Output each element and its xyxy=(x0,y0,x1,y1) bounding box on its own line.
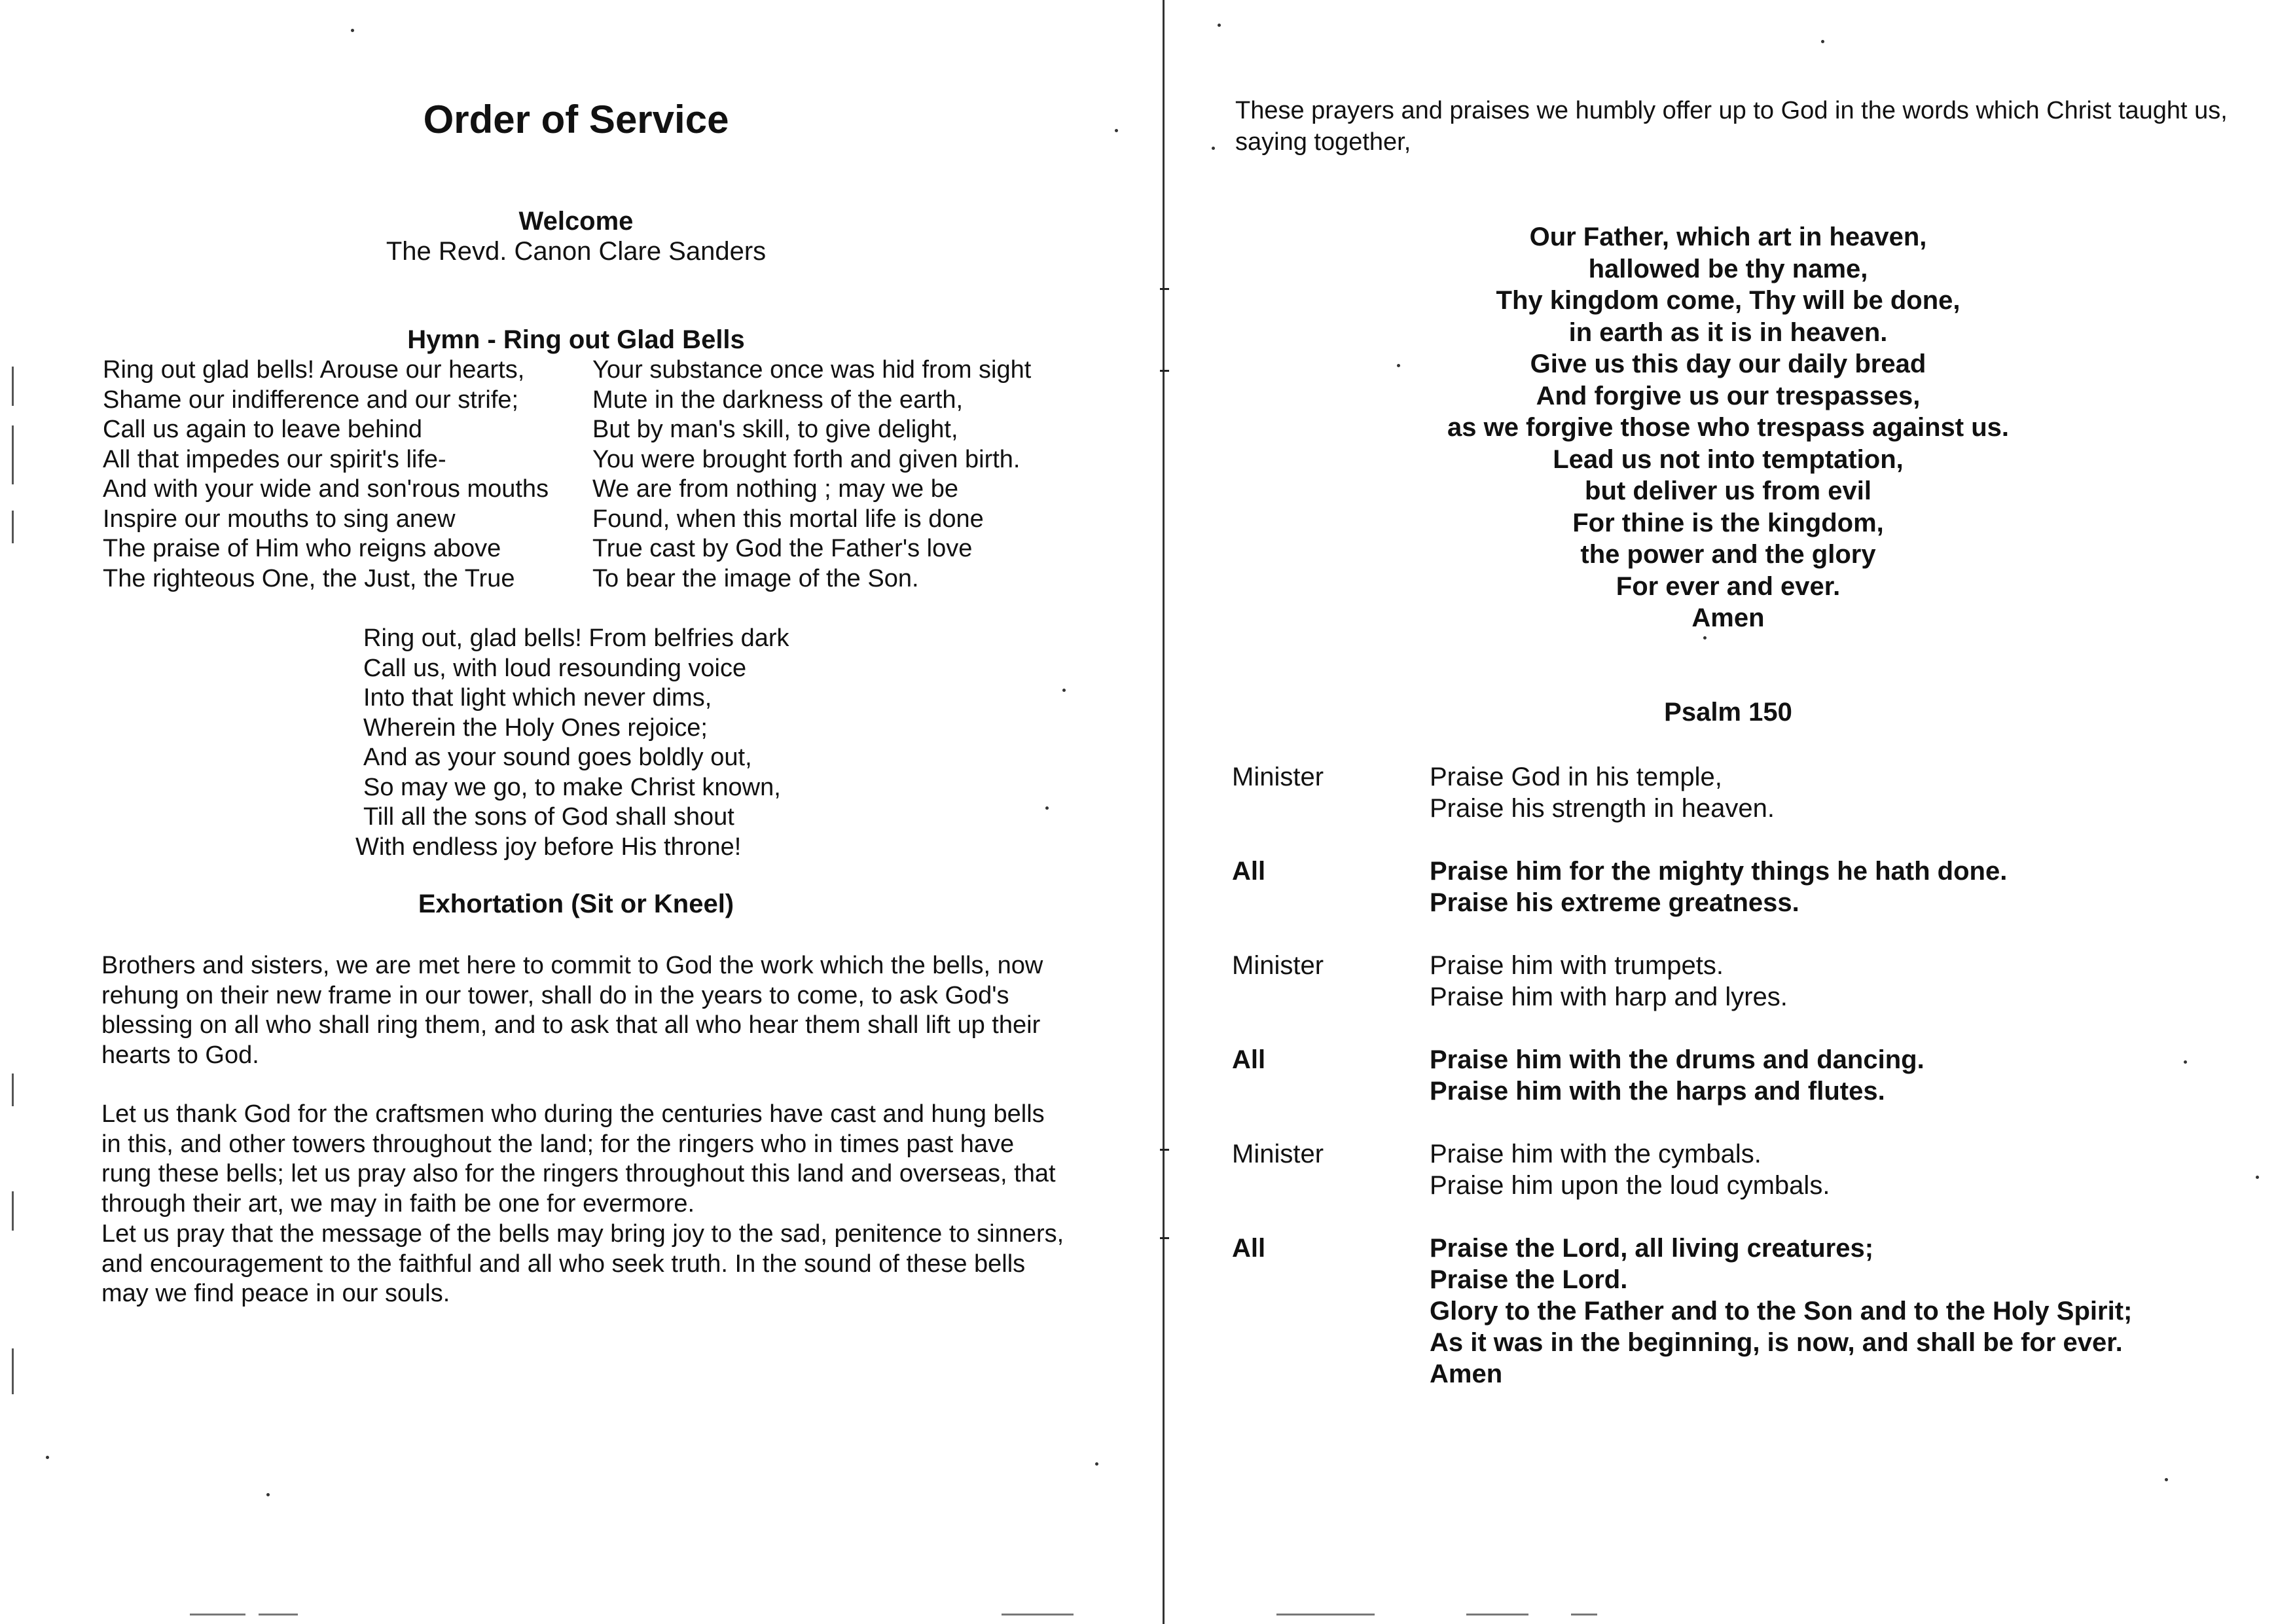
prayer-line: but deliver us from evil xyxy=(1585,477,1871,505)
exhortation-paragraph-3: Let us pray that the message of the bells may bring joy to the sad, penitence to sinners, and encouragement to the faithful and all who seek truth. In the sound of these bells may we find peace in our souls. xyxy=(101,1220,1064,1307)
scan-speck xyxy=(1062,689,1066,692)
hymn-line: Mute in the darkness of the earth, xyxy=(592,386,964,414)
hymn-line: The praise of Him who reigns above xyxy=(103,535,501,562)
scan-speck xyxy=(1703,636,1707,640)
hymn-line: But by man's skill, to give delight, xyxy=(592,416,958,443)
hymn-line: All that impedes our spirit's life- xyxy=(103,445,446,473)
scan-speck xyxy=(2256,1176,2259,1179)
hymn-verse-3 xyxy=(355,624,789,862)
hymn-line: We are from nothing ; may we be xyxy=(592,475,958,503)
prayer-line: as we forgive those who trespass against us. xyxy=(1447,413,2010,442)
scan-edge-mark xyxy=(12,1074,14,1106)
hymn-line: Till all the sons of God shall shout xyxy=(363,803,734,831)
prayer-line: Thy kingdom come, Thy will be done, xyxy=(1496,286,1961,315)
psalm-speaker: All xyxy=(1232,857,1266,886)
hymn-line: Ring out glad bells! Arouse our hearts, xyxy=(103,356,525,384)
exhortation-heading: Exhortation (Sit or Kneel) xyxy=(418,890,734,918)
psalm-line: Praise the Lord. xyxy=(1430,1265,1628,1294)
hymn-line: Call us again to leave behind xyxy=(103,416,423,443)
psalm-speaker: All xyxy=(1232,1045,1266,1074)
scan-speck xyxy=(46,1456,49,1459)
scan-speck xyxy=(1095,1462,1098,1466)
prayer-line: For ever and ever. xyxy=(1616,571,1841,601)
psalm-speaker: Minister xyxy=(1232,763,1324,791)
psalm-line: Praise his strength in heaven. xyxy=(1430,794,1775,823)
psalm-lines xyxy=(1430,950,1788,1013)
psalm-line: Amen xyxy=(1430,1360,1503,1388)
scan-speck xyxy=(266,1493,270,1496)
hymn-line: With endless joy before His throne! xyxy=(355,833,742,861)
scan-dash xyxy=(259,1614,298,1615)
hymn-verse-1 xyxy=(103,355,549,594)
psalm-line: Praise him with the drums and dancing. xyxy=(1430,1045,1925,1074)
scan-edge-mark xyxy=(12,425,14,484)
hymn-line: Wherein the Holy Ones rejoice; xyxy=(363,713,708,742)
scan-speck xyxy=(1212,147,1215,150)
prayer-line: Give us this day our daily bread xyxy=(1530,350,1926,378)
psalm-lines xyxy=(1430,1138,1830,1201)
psalm-line: Praise God in his temple, xyxy=(1430,763,1722,791)
welcome-presenter: The Revd. Canon Clare Sanders xyxy=(386,237,767,266)
hymn-line: Into that light which never dims, xyxy=(363,684,712,712)
prayer-line: Amen xyxy=(1691,604,1765,632)
psalm-speaker: All xyxy=(1232,1234,1266,1263)
scan-speck xyxy=(1045,806,1049,810)
prayer-line: Our Father, which art in heaven, xyxy=(1529,223,1927,251)
scan-edge-mark xyxy=(12,511,14,543)
psalm-speaker: Minister xyxy=(1232,951,1324,980)
psalm-line: Praise him with the harps and flutes. xyxy=(1430,1077,1885,1106)
hymn-line: And as your sound goes boldly out, xyxy=(363,744,752,771)
psalm-heading: Psalm 150 xyxy=(1664,698,1792,727)
psalm-lines xyxy=(1430,856,2007,918)
psalm-line: As it was in the beginning, is now, and shall be for ever. xyxy=(1430,1328,2123,1357)
hymn-line: True cast by God the Father's love xyxy=(592,535,973,562)
hymn-line: Call us, with loud resounding voice xyxy=(363,654,747,682)
psalm-line: Praise him with harp and lyres. xyxy=(1430,983,1788,1011)
exhortation-paragraph-2: Let us thank God for the craftsmen who during the centuries have cast and hung bells in this, and other towers throughout the land; for the ringers who in times past have rung these bells; let us pray also for the ringers throughout this land and overseas, that through their art, we may in faith be one for evermore. xyxy=(101,1100,1056,1218)
welcome-heading: Welcome xyxy=(518,207,634,236)
exhortation-paragraph-1: Brothers and sisters, we are met here to commit to God the work which the bells, now rehung on their new frame in our tower, shall do in the years to come, to ask God's blessing on all who shall ring them, and to ask that all who hear them shall lift up their hearts to God. xyxy=(101,952,1043,1069)
scan-dash xyxy=(1276,1614,1375,1615)
scan-edge-mark xyxy=(12,1348,14,1394)
psalm-line: Praise him upon the loud cymbals. xyxy=(1430,1171,1830,1200)
prayer-line: And forgive us our trespasses, xyxy=(1536,381,1921,410)
page-fold xyxy=(1163,0,1165,1624)
psalm-speaker: Minister xyxy=(1232,1140,1324,1168)
scan-speck xyxy=(2184,1060,2187,1064)
hymn-line: To bear the image of the Son. xyxy=(592,564,919,592)
psalm-lines xyxy=(1430,1044,1925,1107)
hymn-line: Found, when this mortal life is done xyxy=(592,505,984,533)
hymn-line: The righteous One, the Just, the True xyxy=(103,564,515,592)
psalm-line: Praise him with trumpets. xyxy=(1430,951,1724,980)
hymn-line: Your substance once was hid from sight xyxy=(592,356,1032,384)
hymn-verse-2 xyxy=(592,355,1031,594)
scan-dash xyxy=(1002,1614,1074,1615)
hymn-line: Shame our indifference and our strife; xyxy=(103,386,519,414)
scan-speck xyxy=(1115,129,1118,132)
psalm-line: Praise the Lord, all living creatures; xyxy=(1430,1234,1874,1263)
hymn-line: And with your wide and son'rous mouths xyxy=(103,475,549,503)
psalm-line: Praise him for the mighty things he hath done. xyxy=(1430,857,2008,886)
psalm-lines xyxy=(1430,1233,2132,1390)
psalm-lines xyxy=(1430,761,1775,824)
psalm-line: Praise his extreme greatness. xyxy=(1430,888,1799,917)
scan-edge-mark xyxy=(12,367,14,406)
prayer-line: Lead us not into temptation, xyxy=(1553,444,1904,474)
scan-speck xyxy=(2165,1478,2168,1481)
scan-dash xyxy=(1571,1614,1597,1615)
hymn-line: Inspire our mouths to sing anew xyxy=(103,505,456,533)
hymn-line: Ring out, glad bells! From belfries dark xyxy=(363,624,789,652)
prayer-intro: These prayers and praises we humbly offer up to God in the words which Christ taught us, saying together, xyxy=(1235,97,2228,156)
psalm-line: Glory to the Father and to the Son and to the Holy Spirit; xyxy=(1430,1297,2133,1326)
order-of-service-title: Order of Service xyxy=(423,98,729,141)
prayer-line: in earth as it is in heaven. xyxy=(1568,317,1888,347)
scan-speck xyxy=(1218,24,1221,27)
hymn-line: So may we go, to make Christ known, xyxy=(363,773,781,801)
scan-speck xyxy=(1397,364,1400,367)
lords-prayer xyxy=(1309,221,2147,634)
psalm-line: Praise him with the cymbals. xyxy=(1430,1140,1762,1168)
prayer-line: the power and the glory xyxy=(1580,540,1876,569)
scan-speck xyxy=(351,29,354,32)
prayer-line: For thine is the kingdom, xyxy=(1572,508,1884,537)
scan-speck xyxy=(1821,40,1824,43)
scan-dash xyxy=(190,1614,245,1615)
hymn-line: You were brought forth and given birth. xyxy=(592,445,1021,473)
scan-edge-mark xyxy=(12,1191,14,1231)
prayer-line: hallowed be thy name, xyxy=(1588,254,1868,283)
hymn-heading: Hymn - Ring out Glad Bells xyxy=(407,325,745,354)
scan-dash xyxy=(1466,1614,1528,1615)
